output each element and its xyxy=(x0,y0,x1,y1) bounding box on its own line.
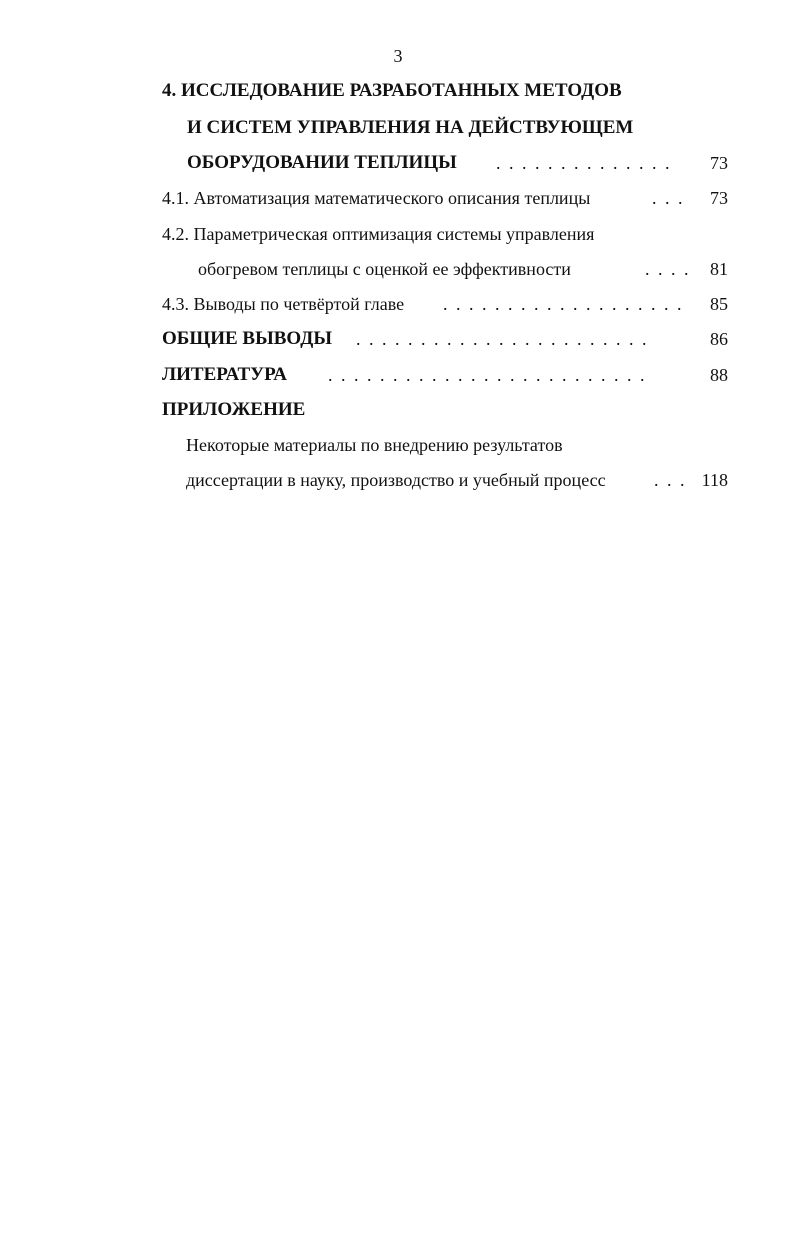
section-4-1-title: 4.1. Автоматизация математического описания теплицы xyxy=(162,188,591,208)
appendix-title: ПРИЛОЖЕНИЕ xyxy=(162,399,306,420)
literature-title: ЛИТЕРАТУРА xyxy=(162,364,288,385)
general-conclusions-leader-dots: . . . . . . . . . . . . . . . . . . . . . . . xyxy=(356,329,649,349)
general-conclusions-title: ОБЩИЕ ВЫВОДЫ xyxy=(162,328,332,349)
section-4-2-leader-dots: . . . . xyxy=(645,259,691,279)
section-4-2-title-line-2: обогревом теплицы с оценкой ее эффективности xyxy=(198,259,571,279)
section-4-2-page-number: 81 xyxy=(710,259,728,279)
literature-leader-dots: . . . . . . . . . . . . . . . . . . . . . . . . . xyxy=(328,365,647,385)
page-number: 3 xyxy=(393,46,403,66)
chapter-4-title-line-2: И СИСТЕМ УПРАВЛЕНИЯ НА ДЕЙСТВУЮЩЕМ xyxy=(187,117,634,138)
section-4-3-title: 4.3. Выводы по четвёртой главе xyxy=(162,294,405,314)
section-4-3-page-number: 85 xyxy=(710,294,728,314)
section-4-2-title-line-1: 4.2. Параметрическая оптимизация системы управления xyxy=(162,224,595,244)
chapter-4-leader-dots: . . . . . . . . . . . . . . xyxy=(496,153,672,173)
appendix-page-number: 118 xyxy=(701,470,728,490)
appendix-description-line-2: диссертации в науку, производство и учебный процесс xyxy=(186,470,606,490)
section-4-1-leader-dots: . . . xyxy=(652,188,685,208)
chapter-4-page-number: 73 xyxy=(710,153,728,173)
chapter-4-title-line-3: ОБОРУДОВАНИИ ТЕПЛИЦЫ xyxy=(187,152,457,173)
general-conclusions-page-number: 86 xyxy=(710,329,728,349)
section-4-3-leader-dots: . . . . . . . . . . . . . . . . . . . xyxy=(443,294,684,314)
section-4-1-page-number: 73 xyxy=(710,188,728,208)
appendix-leader-dots: . . . xyxy=(654,470,687,490)
appendix-description-line-1: Некоторые материалы по внедрению результатов xyxy=(186,435,563,455)
chapter-4-title-line-1: 4. ИССЛЕДОВАНИЕ РАЗРАБОТАННЫХ МЕТОДОВ xyxy=(162,80,622,101)
literature-page-number: 88 xyxy=(710,365,728,385)
